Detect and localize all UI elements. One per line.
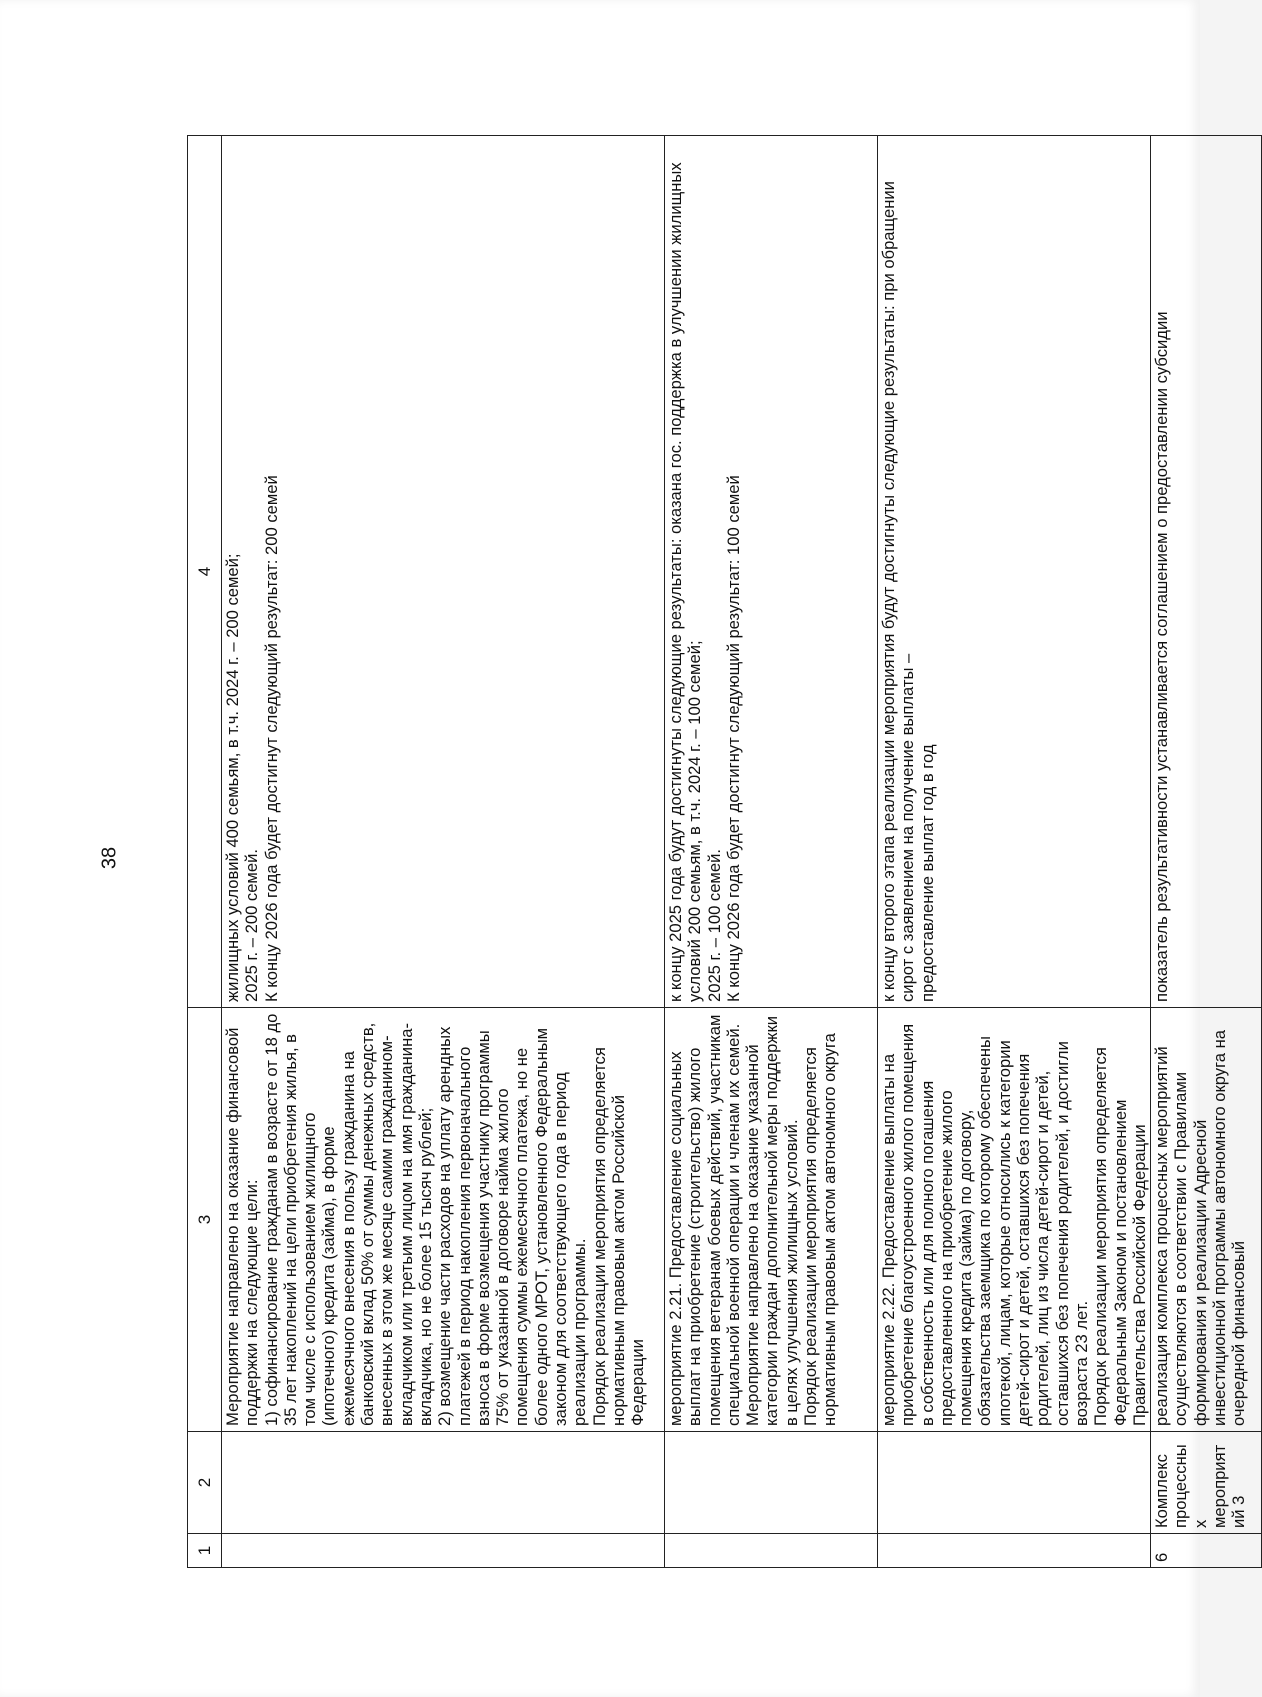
row-name-cell [665,1432,878,1534]
description-paragraph: Мероприятие направлено на оказание указанной категории граждан дополнительной меры поддержки в целях улучшения жилищных условий. [743,1016,801,1426]
result-paragraph: 2025 г. – 200 семей. [242,849,262,1002]
table-row [878,136,1151,1568]
result-paragraph: 2025 г. – 100 семей. [704,849,724,1002]
description-paragraph: 1) софинансирование гражданам в возрасте от 18 до 35 лет накоплений на цели приобретения жилья, в том числе с использованием жилищного (ипотечного) кредита (займа), в форме ежемесячного внесения в пользу гражданина на банковский вклад 50% от суммы денежных средств, внесенных в этом же месяце самим гражданином-вкладчиком или третьим лицом на имя гражданина-вкладчика, но не более 15 тысяч рублей; [261,1013,435,1426]
table-header-row [188,136,222,1568]
row-description-cell [878,1008,1151,1432]
result-paragraph: К концу 2026 года будет достигнут следующий результат: 100 семей [723,475,743,1002]
header-cell-2: 2 [188,1432,222,1534]
result-paragraph: предоставление выплат год в год [917,744,937,1002]
row-name-cell [222,1432,665,1534]
description-paragraph: Порядок реализации мероприятия определяется Федеральным Законом и постановлением Правительства Российской Федерации [1091,1047,1149,1426]
row-number-cell [222,1534,665,1568]
description-paragraph: мероприятие 2.22. Предоставление выплаты на приобретение благоустроенного жилого помещения в собственность или для полного погашения предоставленного на приобретение жилого помещения кредита (займа) по договору, обязательства заемщика по которому обеспечены ипотекой, лицам, которые относились к категории детей-сирот и детей, оставшихся без попечения родителей, лиц из числа детей-сирот и детей, оставшихся без попечения родителей, и достигли возраста 23 лет. [879,1023,1091,1426]
result-paragraph: показатель результативности устанавливается соглашением о предоставлении субсидии [1152,311,1172,1002]
page-number: 38 [98,846,121,870]
result-paragraph: к концу второго этапа реализации мероприятия будут достигнуты следующие результаты: при обращении сирот с заявлением на получение выплаты – [879,181,918,1002]
table-row [222,136,665,1568]
row-number-cell [878,1534,1151,1568]
result-paragraph: К концу 2026 года будет достигнут следующий результат: 200 семей [261,475,281,1002]
row-description-cell [665,1008,878,1432]
row-name-cell: Комплекс процессных мероприятий 3 [1151,1432,1262,1534]
row-result-cell [878,136,1151,1008]
description-paragraph: реализация комплекса процессных мероприятий осуществляются в соответствии с Правилами формирования и реализации Адресной инвестиционной программы автономного округа на очередной финансовый [1152,1030,1249,1426]
row-result-cell [1151,136,1262,1008]
program-table [187,135,1262,1568]
rotated-table-container [187,136,1249,1568]
row-result-cell [222,136,665,1008]
description-paragraph: Порядок реализации мероприятия определяется нормативным правовым актом Российской Федерации [589,1047,648,1426]
description-paragraph: Мероприятие направлено на оказание финансовой поддержки на следующие цели: [223,1027,262,1426]
result-paragraph: жилищных условий 400 семьям, в т.ч. 2024 г. – 200 семей; [223,553,242,1002]
description-paragraph: Порядок реализации мероприятия определяется нормативным правовым актом автономного округа [801,1033,840,1426]
row-result-cell [665,136,878,1008]
description-paragraph: мероприятие 2.21. Предоставление социальных выплат на приобретение (строительство) жилого помещения ветеранам боевых действий, участникам специальной военной операции и членам их семей. [666,1014,743,1426]
result-paragraph: к концу 2025 года будут достигнуты следующие результаты: оказана гос. поддержка в улучшении жилищных условий 200 семьям, в т.ч. 2024 г. – 100 семей; [666,162,705,1002]
row-number-cell: 6 [1151,1534,1262,1568]
row-number-cell [665,1534,878,1568]
table-row [1151,136,1262,1568]
header-cell-1: 1 [188,1534,222,1568]
row-name-cell [878,1432,1151,1534]
description-paragraph: 2) возмещение части расходов на уплату арендных платежей в период накопления первоначального взноса в форме возмещения участнику программы 75% от указанной в договоре найма жилого помещения суммы ежемесячного платежа, но не более одного МРОТ, установленного Федеральным законом для соответствующего года в период реализации программы. [435,1026,590,1426]
header-cell-3: 3 [188,1008,222,1432]
table-row [665,136,878,1568]
header-cell-4: 4 [188,136,222,1008]
row-description-cell [1151,1008,1262,1432]
row-description-cell [222,1008,665,1432]
